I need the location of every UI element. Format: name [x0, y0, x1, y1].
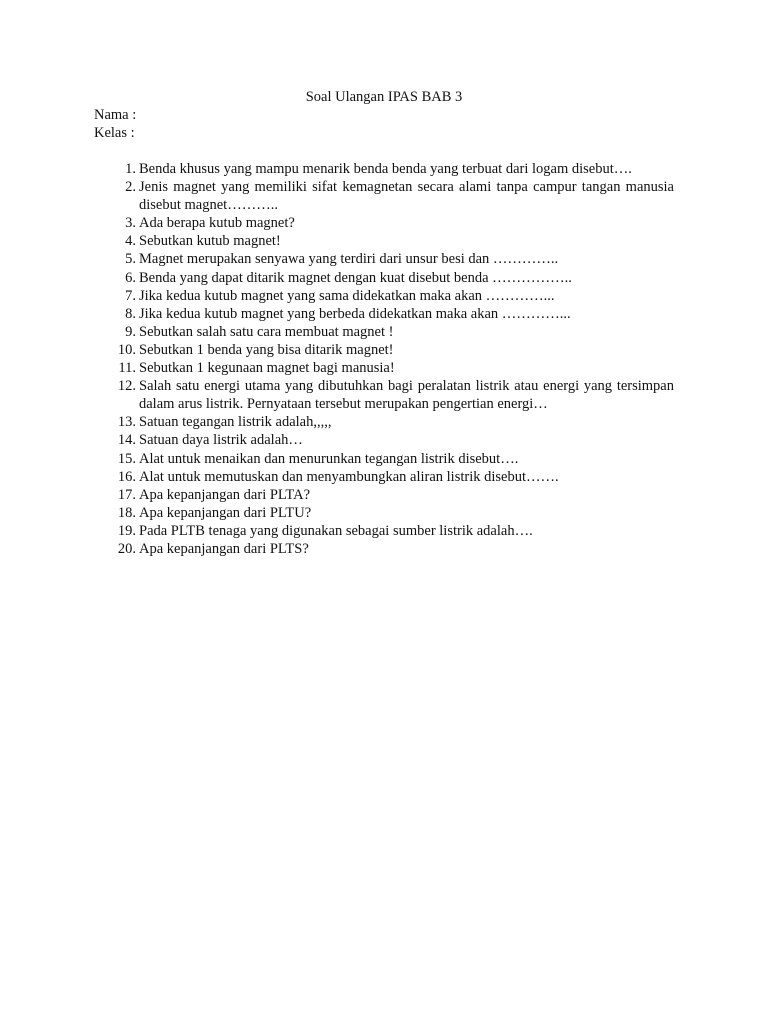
- question-text: Jika kedua kutub magnet yang sama didekatkan maka akan …………...: [139, 287, 555, 304]
- name-field-label: Nama :: [94, 107, 137, 123]
- question-text: Apa kepanjangan dari PLTU?: [139, 504, 312, 521]
- question-item-4: [94, 232, 674, 250]
- question-item-15: [94, 450, 674, 468]
- question-number: 13.: [117, 414, 136, 431]
- question-number: 14.: [117, 432, 136, 449]
- question-number: 19.: [117, 522, 136, 539]
- question-text: Jenis magnet yang memiliki sifat kemagnetan secara alami tanpa campur tangan manusia disebut magnet………..: [139, 179, 674, 214]
- question-item-9: [94, 323, 674, 341]
- question-text: Jika kedua kutub magnet yang berbeda didekatkan maka akan …………...: [139, 305, 571, 322]
- question-item-7: [94, 287, 674, 305]
- question-number: 18.: [117, 504, 136, 521]
- question-number: 8.: [125, 305, 136, 322]
- question-number: 4.: [125, 233, 136, 250]
- class-field-label: Kelas :: [94, 125, 135, 141]
- question-item-14: [94, 431, 674, 449]
- question-text: Pada PLTB tenaga yang digunakan sebagai sumber listrik adalah….: [139, 522, 533, 539]
- question-number: 15.: [117, 450, 136, 467]
- question-text: Sebutkan kutub magnet!: [139, 233, 281, 250]
- question-text: Alat untuk menaikan dan menurunkan tegangan listrik disebut….: [139, 450, 519, 467]
- question-item-20: [94, 540, 674, 558]
- question-text: Apa kepanjangan dari PLTS?: [139, 540, 309, 557]
- question-number: 9.: [125, 323, 136, 340]
- question-number: 20.: [117, 540, 136, 557]
- question-item-17: [94, 486, 674, 504]
- question-number: 7.: [125, 287, 136, 304]
- question-text: Salah satu energi utama yang dibutuhkan bagi peralatan listrik atau energi yang tersimpan dalam arus listrik. Pernyataan tersebut merupakan pengertian energi…: [139, 378, 674, 413]
- question-item-1: [94, 160, 674, 178]
- question-number: 11.: [118, 360, 136, 377]
- question-number: 5.: [125, 251, 136, 268]
- question-item-18: [94, 504, 674, 522]
- question-text: Sebutkan salah satu cara membuat magnet !: [139, 323, 394, 340]
- question-text: Ada berapa kutub magnet?: [139, 215, 295, 232]
- question-list: [94, 160, 674, 558]
- question-number: 1.: [125, 161, 136, 177]
- question-item-11: [94, 359, 674, 377]
- question-item-19: [94, 522, 674, 540]
- question-item-2: [94, 178, 674, 214]
- question-item-8: [94, 305, 674, 323]
- question-item-16: [94, 468, 674, 486]
- question-number: 10.: [117, 341, 136, 358]
- question-item-5: [94, 250, 674, 268]
- question-text: Benda khusus yang mampu menarik benda benda yang terbuat dari logam disebut….: [139, 161, 632, 177]
- question-item-10: [94, 341, 674, 359]
- question-number: 12.: [117, 378, 136, 395]
- question-text: Benda yang dapat ditarik magnet dengan kuat disebut benda ……………..: [139, 269, 572, 286]
- question-item-12: [94, 377, 674, 413]
- question-number: 16.: [117, 468, 136, 485]
- question-text: Satuan daya listrik adalah…: [139, 432, 303, 449]
- page-title: Soal Ulangan IPAS BAB 3: [305, 89, 463, 105]
- question-text: Apa kepanjangan dari PLTA?: [139, 486, 311, 503]
- question-text: Satuan tegangan listrik adalah,,,,,: [139, 414, 332, 431]
- question-text: Magnet merupakan senyawa yang terdiri dari unsur besi dan …………..: [139, 251, 559, 268]
- question-number: 6.: [125, 269, 136, 286]
- question-item-3: [94, 214, 674, 232]
- question-item-13: [94, 413, 674, 431]
- question-text: Alat untuk memutuskan dan menyambungkan aliran listrik disebut…….: [139, 468, 559, 485]
- question-number: 2.: [125, 179, 136, 196]
- question-item-6: [94, 269, 674, 287]
- question-text: Sebutkan 1 benda yang bisa ditarik magnet!: [139, 341, 394, 358]
- question-number: 17.: [117, 486, 136, 503]
- question-text: Sebutkan 1 kegunaan magnet bagi manusia!: [139, 360, 395, 377]
- question-number: 3.: [125, 215, 136, 232]
